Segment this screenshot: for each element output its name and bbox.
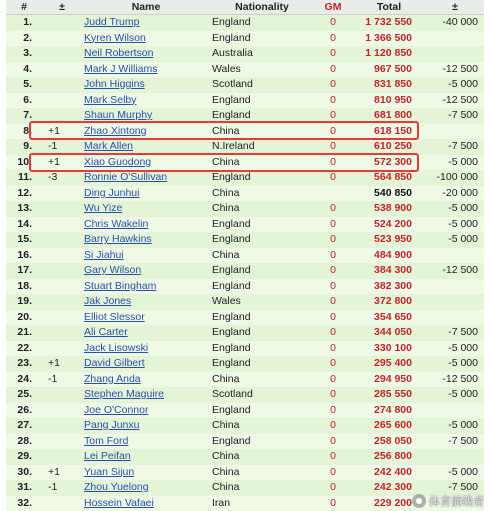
- nationality-cell: England: [212, 264, 251, 276]
- player-link[interactable]: Joe O'Connor: [84, 403, 149, 416]
- total-cell: 372 800: [374, 295, 412, 307]
- change-cell: [42, 232, 82, 248]
- gm-cell: 0: [330, 124, 336, 137]
- total-cell: 382 300: [374, 279, 412, 292]
- nationality-cell: China: [212, 465, 240, 478]
- total-cell: 242 400: [374, 465, 412, 478]
- gm-cell: 0: [330, 47, 336, 59]
- gm-cell: 0: [330, 171, 336, 183]
- name-cell: [82, 387, 210, 403]
- nationality-cell: China: [212, 202, 240, 214]
- change-cell: [42, 77, 82, 93]
- player-link[interactable]: Xiao Guodong: [84, 155, 152, 168]
- table-row: [6, 77, 484, 93]
- name-cell: [82, 496, 210, 511]
- diff-cell: -5 000: [448, 341, 478, 354]
- gm-cell: 0: [330, 357, 336, 369]
- diff-cell: [426, 310, 484, 326]
- change-cell: [42, 31, 82, 47]
- name-cell: [82, 15, 210, 31]
- rank-cell: 12.: [17, 186, 32, 199]
- change-cell: [42, 108, 82, 124]
- name-cell: [82, 108, 210, 124]
- gm-cell: 0: [330, 93, 336, 106]
- player-link[interactable]: Kyren Wilson: [84, 31, 146, 44]
- rank-cell: 28.: [17, 434, 32, 447]
- name-cell: [82, 170, 210, 186]
- header-change[interactable]: ±: [42, 0, 82, 15]
- table-row: [6, 155, 484, 171]
- total-cell: 610 250: [374, 140, 412, 152]
- header-nationality[interactable]: Nationality: [210, 0, 314, 15]
- diff-cell: -100 000: [436, 171, 478, 183]
- name-cell: [82, 31, 210, 47]
- change-cell: +1: [48, 155, 60, 168]
- nationality-cell: Scotland: [212, 388, 253, 400]
- rank-cell: 7.: [23, 109, 32, 121]
- total-cell: 265 600: [374, 419, 412, 431]
- gm-cell: 0: [330, 233, 336, 245]
- total-cell: 294 950: [374, 372, 412, 385]
- player-link[interactable]: Zhou Yuelong: [84, 481, 149, 493]
- table-row: [6, 15, 484, 31]
- change-cell: [42, 325, 82, 341]
- name-cell: [82, 341, 210, 357]
- header-diff[interactable]: ±: [426, 0, 484, 15]
- total-cell: 344 050: [374, 326, 412, 338]
- gm-cell: 0: [330, 496, 336, 509]
- table-row: [6, 465, 484, 481]
- nationality-cell: England: [212, 233, 251, 245]
- nationality-cell: Wales: [212, 62, 241, 75]
- nationality-cell: Wales: [212, 295, 241, 307]
- rank-cell: 6.: [23, 93, 32, 106]
- diff-cell: [426, 124, 484, 140]
- table-row: [6, 217, 484, 233]
- player-link[interactable]: Jack Lisowski: [84, 341, 149, 354]
- diff-cell: -12 500: [442, 264, 478, 276]
- change-cell: -3: [48, 171, 58, 183]
- player-link[interactable]: Barry Hawkins: [84, 233, 152, 245]
- diff-cell: [426, 31, 484, 47]
- nationality-cell: China: [212, 186, 240, 199]
- player-link[interactable]: Ronnie O'Sullivan: [84, 171, 168, 183]
- player-link[interactable]: Yuan Sijun: [84, 465, 135, 478]
- name-cell: [82, 449, 210, 465]
- total-cell: 681 800: [374, 109, 412, 121]
- name-cell: [82, 232, 210, 248]
- name-cell: [82, 403, 210, 419]
- nationality-cell: England: [212, 31, 251, 44]
- gm-cell: 0: [330, 264, 336, 276]
- name-cell: [82, 77, 210, 93]
- table-row: [6, 232, 484, 248]
- name-cell: [82, 248, 210, 264]
- gm-cell: 0: [330, 78, 336, 90]
- rank-cell: 3.: [23, 47, 32, 59]
- table-row: [6, 279, 484, 295]
- table-row: [6, 325, 484, 341]
- rank-cell: 1.: [23, 16, 32, 28]
- nationality-cell: Scotland: [212, 78, 253, 90]
- gm-cell: 0: [330, 403, 336, 416]
- total-cell: 285 550: [374, 388, 412, 400]
- name-cell: [82, 46, 210, 62]
- rank-cell: 21.: [17, 326, 32, 338]
- change-cell: +1: [48, 357, 60, 369]
- table-row: [6, 356, 484, 372]
- player-link[interactable]: Neil Robertson: [84, 47, 154, 59]
- diff-cell: [426, 46, 484, 62]
- diff-cell: -12 500: [442, 62, 478, 75]
- table-row: [6, 387, 484, 403]
- table-row: [6, 170, 484, 186]
- change-cell: [42, 186, 82, 202]
- name-cell: [82, 263, 210, 279]
- nationality-cell: England: [212, 310, 251, 323]
- nationality-cell: England: [212, 171, 251, 183]
- rank-cell: 24.: [17, 372, 32, 385]
- nationality-cell: England: [212, 341, 251, 354]
- diff-cell: [426, 449, 484, 465]
- header-rank[interactable]: #: [6, 0, 42, 15]
- diff-cell: -5 000: [448, 233, 478, 245]
- diff-cell: [426, 279, 484, 295]
- rank-cell: 22.: [17, 341, 32, 354]
- rank-cell: 31.: [17, 481, 32, 493]
- gm-cell: 0: [330, 16, 336, 28]
- name-cell: [82, 294, 210, 310]
- rank-cell: 26.: [17, 403, 32, 416]
- nationality-cell: China: [212, 155, 240, 168]
- table-row: [6, 263, 484, 279]
- player-link[interactable]: Lei Peifan: [84, 450, 131, 462]
- table-row: [6, 124, 484, 140]
- gm-cell: 0: [330, 310, 336, 323]
- name-cell: [82, 139, 210, 155]
- rank-cell: 8.: [23, 124, 32, 137]
- change-cell: [42, 263, 82, 279]
- diff-cell: -7 500: [448, 326, 478, 338]
- change-cell: [42, 341, 82, 357]
- rankings-table: [6, 0, 484, 511]
- change-cell: [42, 449, 82, 465]
- player-link[interactable]: Ding Junhui: [84, 186, 140, 199]
- name-cell: [82, 372, 210, 388]
- nationality-cell: England: [212, 403, 251, 416]
- change-cell: [42, 310, 82, 326]
- name-cell: [82, 310, 210, 326]
- diff-cell: -7 500: [448, 481, 478, 493]
- player-link[interactable]: Shaun Murphy: [84, 109, 153, 121]
- diff-cell: -5 000: [448, 357, 478, 369]
- nationality-cell: England: [212, 326, 251, 338]
- change-cell: +1: [48, 124, 60, 137]
- rank-cell: 9.: [23, 140, 32, 152]
- gm-cell: 0: [330, 372, 336, 385]
- gm-cell: 0: [330, 419, 336, 431]
- player-link[interactable]: Pang Junxu: [84, 419, 140, 431]
- rank-cell: 19.: [17, 295, 32, 307]
- watermark-text: 体育前线者: [429, 496, 484, 508]
- player-link[interactable]: Zhang Anda: [84, 372, 141, 385]
- rank-cell: 13.: [17, 202, 32, 214]
- gm-cell: 0: [330, 217, 336, 230]
- change-cell: [42, 434, 82, 450]
- nationality-cell: China: [212, 450, 240, 462]
- gm-cell: 0: [330, 434, 336, 447]
- rank-cell: 16.: [17, 248, 32, 261]
- total-cell: 538 900: [374, 202, 412, 214]
- rank-cell: 11.: [17, 171, 32, 183]
- player-link[interactable]: Ali Carter: [84, 326, 128, 338]
- watermark-logo-icon: [412, 494, 426, 508]
- rank-cell: 17.: [17, 264, 32, 276]
- name-cell: [82, 356, 210, 372]
- name-cell: [82, 186, 210, 202]
- table-row: [6, 62, 484, 78]
- rank-cell: 20.: [17, 310, 32, 323]
- rank-cell: 14.: [17, 217, 32, 230]
- diff-cell: -5 000: [448, 217, 478, 230]
- diff-cell: -12 500: [442, 93, 478, 106]
- change-cell: [42, 496, 82, 511]
- total-cell: 1 366 500: [365, 31, 412, 44]
- diff-cell: -12 500: [442, 372, 478, 385]
- header-total[interactable]: Total: [352, 0, 426, 15]
- diff-cell: -5 000: [448, 388, 478, 400]
- diff-cell: -7 500: [448, 109, 478, 121]
- rank-cell: 5.: [23, 78, 32, 90]
- diff-cell: -5 000: [448, 78, 478, 90]
- nationality-cell: Iran: [212, 496, 231, 509]
- change-cell: [42, 201, 82, 217]
- table-row: [6, 46, 484, 62]
- nationality-cell: China: [212, 124, 240, 137]
- change-cell: -1: [48, 481, 58, 493]
- table-row: [6, 139, 484, 155]
- player-link[interactable]: David Gilbert: [84, 357, 145, 369]
- player-link[interactable]: Wu Yize: [84, 202, 123, 214]
- total-cell: 330 100: [374, 341, 412, 354]
- table-row: [6, 186, 484, 202]
- total-cell: 831 850: [374, 78, 412, 90]
- change-cell: [42, 403, 82, 419]
- gm-cell: [314, 186, 352, 202]
- nationality-cell: Australia: [212, 47, 253, 59]
- nationality-cell: England: [212, 217, 251, 230]
- nationality-cell: China: [212, 419, 240, 431]
- player-link[interactable]: Tom Ford: [84, 434, 129, 447]
- diff-cell: [426, 403, 484, 419]
- rank-cell: 2.: [23, 31, 32, 44]
- change-cell: [42, 93, 82, 109]
- change-cell: [42, 15, 82, 31]
- table-row: [6, 449, 484, 465]
- player-link[interactable]: Mark Allen: [84, 140, 134, 152]
- player-link[interactable]: Hossein Vafaei: [84, 496, 154, 509]
- nationality-cell: England: [212, 93, 251, 106]
- nationality-cell: England: [212, 16, 251, 28]
- change-cell: [42, 279, 82, 295]
- header-gm[interactable]: GM: [314, 0, 352, 15]
- table-row: [6, 248, 484, 264]
- rank-cell: 10.: [17, 155, 32, 168]
- rank-cell: 4.: [23, 62, 32, 75]
- gm-cell: 0: [330, 341, 336, 354]
- change-cell: [42, 294, 82, 310]
- player-link[interactable]: Judd Trump: [84, 16, 140, 28]
- rank-cell: 25.: [17, 388, 32, 400]
- total-cell: 810 950: [374, 93, 412, 106]
- total-cell: 1 732 550: [365, 16, 412, 28]
- name-cell: [82, 201, 210, 217]
- table-row: [6, 372, 484, 388]
- gm-cell: 0: [330, 155, 336, 168]
- total-cell: 258 050: [374, 434, 412, 447]
- gm-cell: 0: [330, 62, 336, 75]
- rankings-body: [6, 15, 484, 511]
- name-cell: [82, 434, 210, 450]
- player-link[interactable]: Si Jiahui: [84, 248, 124, 261]
- rank-cell: 32.: [17, 496, 32, 509]
- nationality-cell: England: [212, 357, 251, 369]
- name-cell: [82, 480, 210, 496]
- gm-cell: 0: [330, 31, 336, 44]
- gm-cell: 0: [330, 465, 336, 478]
- player-link[interactable]: Stuart Bingham: [84, 279, 157, 292]
- gm-cell: 0: [330, 326, 336, 338]
- table-header-row: [6, 0, 484, 15]
- change-cell: [42, 217, 82, 233]
- diff-cell: -40 000: [442, 16, 478, 28]
- name-cell: [82, 217, 210, 233]
- table-row: [6, 31, 484, 47]
- diff-cell: -5 000: [448, 419, 478, 431]
- total-cell: 242 300: [374, 481, 412, 493]
- player-link[interactable]: Mark J Williams: [84, 62, 158, 75]
- name-cell: [82, 62, 210, 78]
- name-cell: [82, 465, 210, 481]
- total-cell: 256 800: [374, 450, 412, 462]
- change-cell: -1: [48, 140, 58, 152]
- table-row: [6, 341, 484, 357]
- watermark: [412, 493, 484, 509]
- diff-cell: -5 000: [448, 202, 478, 214]
- player-link[interactable]: Elliot Slessor: [84, 310, 145, 323]
- name-cell: [82, 418, 210, 434]
- diff-cell: -7 500: [448, 434, 478, 447]
- name-cell: [82, 155, 210, 171]
- total-cell: 295 400: [374, 357, 412, 369]
- change-cell: [42, 387, 82, 403]
- total-cell: 229 200: [374, 496, 412, 509]
- gm-cell: 0: [330, 388, 336, 400]
- rank-cell: 23.: [17, 357, 32, 369]
- nationality-cell: China: [212, 248, 240, 261]
- rank-cell: 18.: [17, 279, 32, 292]
- name-cell: [82, 93, 210, 109]
- nationality-cell: England: [212, 279, 251, 292]
- total-cell: 967 500: [374, 62, 412, 75]
- total-cell: 354 650: [374, 310, 412, 323]
- total-cell: 524 200: [374, 217, 412, 230]
- diff-cell: [426, 248, 484, 264]
- diff-cell: -20 000: [442, 186, 478, 199]
- gm-cell: 0: [330, 248, 336, 261]
- table-row: [6, 108, 484, 124]
- player-link[interactable]: Zhao Xintong: [84, 124, 147, 137]
- nationality-cell: N.Ireland: [212, 140, 255, 152]
- total-cell: 572 300: [374, 155, 412, 168]
- player-link[interactable]: Gary Wilson: [84, 264, 142, 276]
- total-cell: 1 120 850: [365, 47, 412, 59]
- rank-cell: 30.: [17, 465, 32, 478]
- gm-cell: 0: [330, 202, 336, 214]
- rank-cell: 15.: [17, 233, 32, 245]
- change-cell: -1: [48, 372, 58, 385]
- player-link[interactable]: Jak Jones: [84, 295, 132, 307]
- table-row: [6, 434, 484, 450]
- total-cell: 384 300: [374, 264, 412, 276]
- diff-cell: [426, 294, 484, 310]
- diff-cell: -7 500: [448, 140, 478, 152]
- rank-cell: 29.: [17, 450, 32, 462]
- table-row: [6, 310, 484, 326]
- gm-cell: 0: [330, 481, 336, 493]
- total-cell: 523 950: [374, 233, 412, 245]
- table-row: [6, 93, 484, 109]
- nationality-cell: China: [212, 481, 240, 493]
- rank-cell: 27.: [17, 419, 32, 431]
- total-cell: 618 150: [374, 124, 412, 137]
- nationality-cell: England: [212, 434, 251, 447]
- gm-cell: 0: [330, 295, 336, 307]
- header-name[interactable]: Name: [82, 0, 210, 15]
- gm-cell: 0: [330, 450, 336, 462]
- nationality-cell: China: [212, 372, 240, 385]
- gm-cell: 0: [330, 109, 336, 121]
- total-cell: 540 850: [374, 186, 412, 199]
- change-cell: [42, 248, 82, 264]
- player-link[interactable]: Chris Wakelin: [84, 217, 149, 230]
- diff-cell: -5 000: [448, 465, 478, 478]
- table-row: [6, 418, 484, 434]
- diff-cell: -5 000: [448, 155, 478, 168]
- change-cell: [42, 418, 82, 434]
- nationality-cell: England: [212, 109, 251, 121]
- total-cell: 564 850: [374, 171, 412, 183]
- gm-cell: 0: [330, 279, 336, 292]
- table-row: [6, 201, 484, 217]
- player-link[interactable]: Stephen Maguire: [84, 388, 164, 400]
- total-cell: 274 800: [374, 403, 412, 416]
- change-cell: +1: [48, 465, 60, 478]
- table-row: [6, 294, 484, 310]
- name-cell: [82, 279, 210, 295]
- table-row: [6, 403, 484, 419]
- change-cell: [42, 46, 82, 62]
- name-cell: [82, 325, 210, 341]
- change-cell: [42, 62, 82, 78]
- total-cell: 484 900: [374, 248, 412, 261]
- player-link[interactable]: John Higgins: [84, 78, 145, 90]
- player-link[interactable]: Mark Selby: [84, 93, 137, 106]
- name-cell: [82, 124, 210, 140]
- gm-cell: 0: [330, 140, 336, 152]
